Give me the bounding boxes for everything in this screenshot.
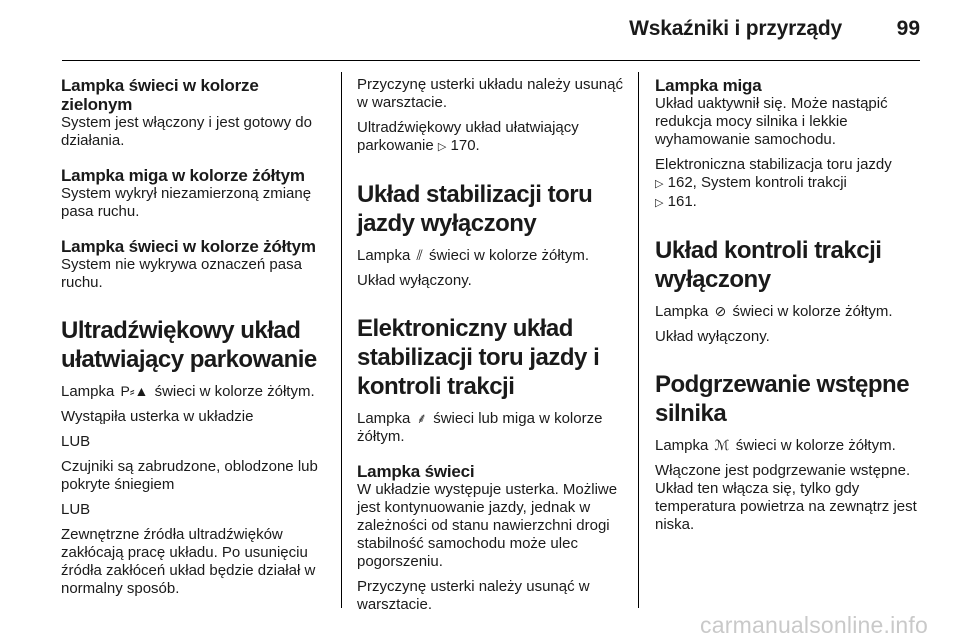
paragraph: Przyczynę usterki należy usunąć w warsztacie. [357,578,590,613]
subheading-green: Lampka świeci w kolorze zielonym [61,76,259,114]
paragraph: Układ uaktywnił się. Może nastąpić redukcja mocy silnika i lekkie wyhamowanie samochodu. [655,95,888,148]
subheading-lamp-blinks: Lampka miga [655,76,762,95]
paragraph: LUB [61,501,91,518]
column-right [655,76,921,534]
paragraph: Lampka ℳ świeci w kolorze żółtym. [655,437,896,454]
paragraph: Wystąpiła usterka w układzie [61,408,254,425]
paragraph: Lampka P⸗▲ świeci w kolorze żółtym. [61,383,315,400]
paragraph: Zewnętrzne źródła ultradźwięków zakłócają pracę układu. Po usunięciu źródła zakłóceń układ będzie działał w normalny sposób. [61,526,316,597]
section-heading-esc-tc: Elektroniczny układ stabilizacji toru jazdy i kontroli trakcji [357,315,600,400]
column-left [61,76,327,598]
glow-plug-icon: ℳ [714,437,730,453]
paragraph: Czujniki są zabrudzone, oblodzone lub pokryte śniegiem [61,458,318,493]
paragraph: Lampka ⊘ świeci w kolorze żółtym. [655,303,893,320]
section-heading-preheat: Podgrzewanie wstępne silnika [655,371,910,427]
paragraph: Lampka ⸙ świeci lub miga w kolorze żółtym. [357,410,603,445]
esc-icon: ⸙ [416,410,428,426]
parking-assist-icon: P⸗▲ [120,383,149,399]
column-divider [341,72,342,608]
paragraph: W układzie występuje usterka. Możliwe jest kontynuowanie jazdy, jednak w zależności od stanu nawierzchni drogi stabilność samochodu może ulec pogorszeniu. [357,481,618,570]
paragraph: System wykrył niezamierzoną zmianę pasa ruchu. [61,185,312,220]
paragraph: Układ wyłączony. [655,328,770,345]
column-divider [638,72,639,608]
page-reference-arrow-icon: ▷ [655,178,664,190]
column-middle [357,76,623,614]
esc-off-icon: ⫽ [416,247,423,263]
paragraph: LUB [61,433,91,450]
paragraph: Włączone jest podgrzewanie wstępne. Układ ten włącza się, tylko gdy temperatura powietrza na zewnątrz jest niska. [655,462,917,533]
watermark: carmanualsonline.info [700,612,928,638]
section-heading-esc-off: Układ stabilizacji toru jazdy wyłączony [357,181,593,237]
page-header [0,0,960,60]
paragraph: Ultradźwiękowy układ ułatwiający parkowanie ▷ 170. [357,119,579,154]
page-reference-arrow-icon: ▷ [655,197,664,209]
paragraph: Przyczynę usterki układu należy usunąć w warsztacie. [357,76,623,111]
header-rule [62,60,920,61]
section-heading-parking: Ultradźwiękowy układ ułatwiający parkowanie [61,317,317,373]
page-number: 99 [896,17,920,40]
paragraph: Układ wyłączony. [357,272,472,289]
paragraph: System nie wykrywa oznaczeń pasa ruchu. [61,256,302,291]
section-heading-tc-off: Układ kontroli trakcji wyłączony [655,237,882,293]
page-reference-arrow-icon: ▷ [437,141,447,153]
paragraph: System jest włączony i jest gotowy do działania. [61,114,312,149]
subheading-lamp-lit: Lampka świeci [357,462,475,481]
subheading-blink-yellow: Lampka miga w kolorze żółtym [61,166,305,185]
header-title: Wskaźniki i przyrządy [629,17,842,40]
paragraph: Elektroniczna stabilizacja toru jazdy ▷ 162, System kontroli trakcji ▷ 161. [655,156,892,210]
traction-control-off-icon: ⊘ [714,303,727,319]
paragraph: Lampka ⫽ świeci w kolorze żółtym. [357,247,590,264]
subheading-yellow: Lampka świeci w kolorze żółtym [61,237,316,256]
